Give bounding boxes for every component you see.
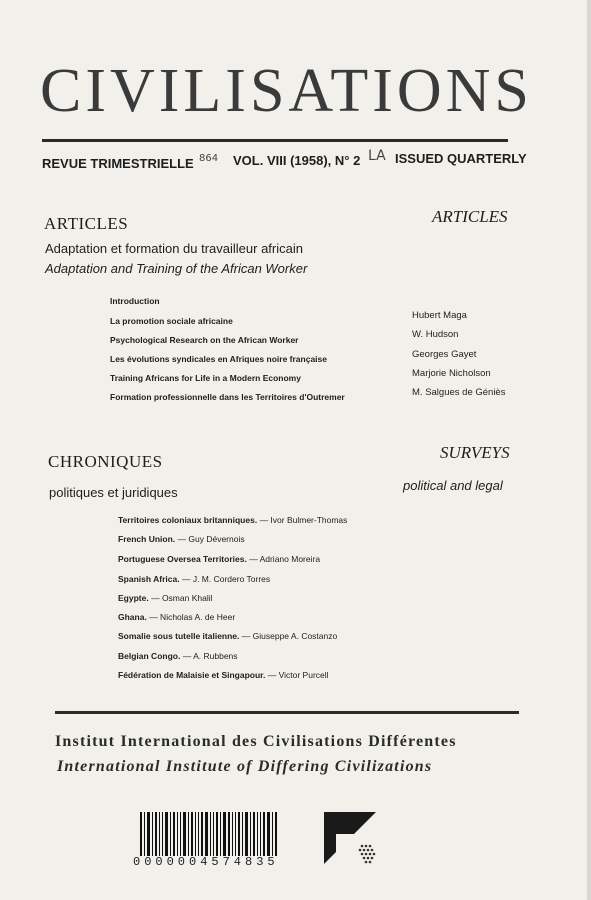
article-title: La promotion sociale africaine [110,316,233,326]
top-rule [42,139,508,142]
survey-title: Portuguese Oversea Territories. [118,554,247,564]
survey-entry [118,515,347,525]
surveys-heading-fr: CHRONIQUES [48,452,163,471]
articles-heading-en: ARTICLES [432,207,508,226]
subtitle-volume: VOL. VIII (1958), N° 2 [233,153,361,168]
article-title: Formation professionnelle dans les Territoires d'Outremer [110,392,345,402]
survey-author: — Giuseppe A. Costanzo [241,631,338,641]
handwritten-note-letters: LA [368,148,386,164]
surveys-sub-fr: politiques et juridiques [49,485,178,500]
article-author: W. Hudson [412,329,459,340]
survey-title: Egypte. [118,593,149,603]
articles-heading-fr: ARTICLES [44,214,129,233]
publisher-fr: Institut International des Civilisations Différentes [55,733,457,750]
survey-entry [118,554,320,564]
articles-topic-en: Adaptation and Training of the African Worker [45,261,308,276]
survey-title: Spanish Africa. [118,574,180,584]
survey-author: — Adriano Moreira [249,554,321,564]
survey-entry [118,651,238,661]
survey-entry [118,631,337,641]
article-title: Les évolutions syndicales en Afriques noire française [110,354,327,364]
survey-entry [118,612,235,622]
barcode-bars [140,812,310,856]
article-title: Training Africans for Life in a Modern Economy [110,373,301,383]
surveys-sub-en: political and legal [403,478,503,493]
article-author: M. Salgues de Géniès [412,387,506,398]
surveys-heading-en: SURVEYS [440,443,510,462]
subtitle-quarterly-fr: REVUE TRIMESTRIELLE [42,156,194,171]
survey-title: Somalie sous tutelle italienne. [118,631,240,641]
article-author: Hubert Maga [412,310,467,321]
handwritten-note-number: 864 [199,153,219,164]
survey-title: Fédération de Malaisie et Singapour. [118,670,266,680]
survey-title: Ghana. [118,612,147,622]
subtitle-quarterly-en: ISSUED QUARTERLY [395,151,527,166]
survey-title: Territoires coloniaux britanniques. [118,515,258,525]
barcode-number: 0000004574835 [133,855,279,869]
survey-entry [118,534,245,544]
survey-title: Belgian Congo. [118,651,181,661]
survey-author: — A. Rubbens [182,651,238,661]
subtitle-left [42,156,194,171]
journal-title: CIVILISATIONS [40,57,533,125]
publisher-en: International Institute of Differing Civilizations [57,758,433,775]
survey-author: — Nicholas A. de Heer [149,612,236,622]
survey-title: French Union. [118,534,176,544]
survey-author: — Osman Khalil [151,593,213,603]
library-logo-icon [322,810,382,866]
article-author: Marjorie Nicholson [412,368,491,379]
survey-author: — Victor Purcell [267,670,329,680]
bottom-rule [55,711,519,714]
survey-author: — Guy Dévernois [177,534,245,544]
page-edge [587,0,591,900]
article-author: Georges Gayet [412,349,477,360]
survey-entry [118,574,270,584]
survey-author: — J. M. Cordero Torres [181,574,271,584]
survey-entry [118,593,213,603]
survey-entry [118,670,329,680]
articles-topic-fr: Adaptation et formation du travailleur africain [45,241,303,256]
article-title: Psychological Research on the African Worker [110,335,299,345]
survey-author: — Ivor Bulmer-Thomas [259,515,348,525]
article-title: Introduction [110,296,160,306]
